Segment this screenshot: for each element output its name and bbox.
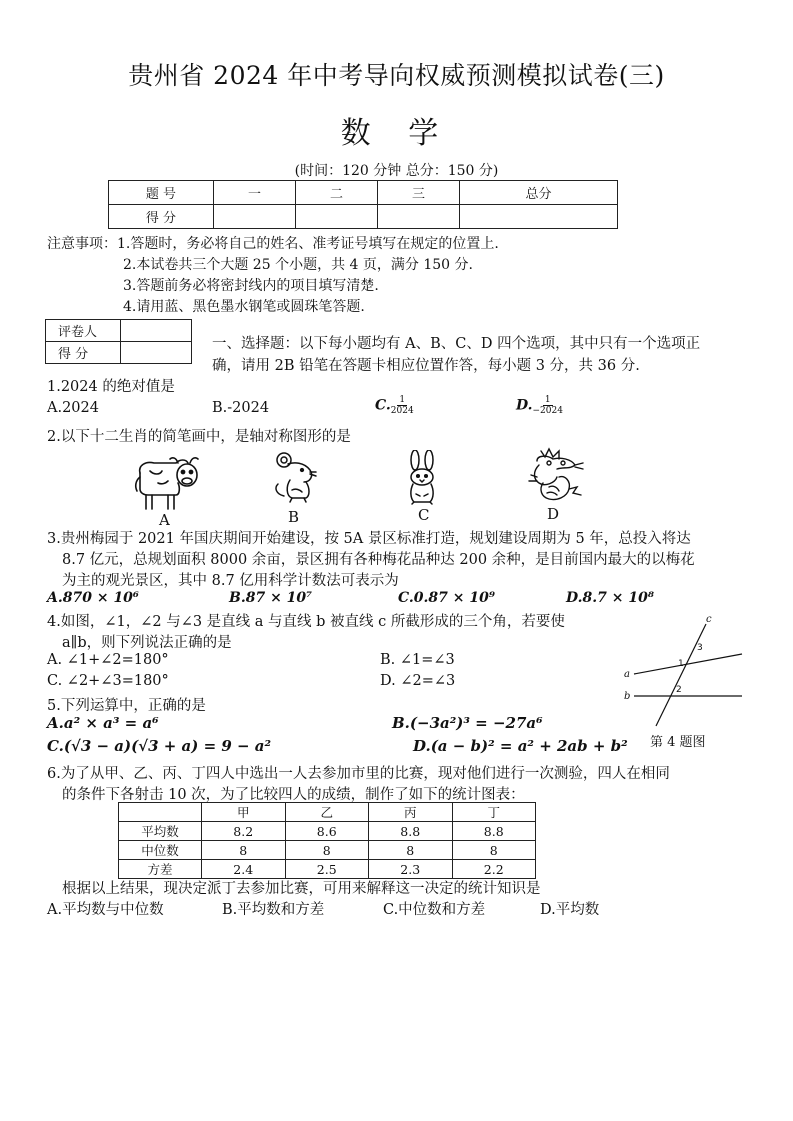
score-blank-cell[interactable] bbox=[459, 205, 617, 229]
section-one-line: 确，请用 2B 铅笔在答题卡相应位置作答，每小题 3 分，共 36 分. bbox=[212, 358, 640, 374]
reviewer-label: 评卷人 bbox=[46, 320, 121, 342]
q6-line: 根据以上结果，现决定派丁去参加比赛，可用来解释这一决定的统计知识是 bbox=[62, 881, 541, 897]
score-table-header-row bbox=[109, 181, 618, 205]
score-header-cell: 三 bbox=[377, 181, 459, 205]
score-header-cell: 题 号 bbox=[109, 181, 214, 205]
table-header-cell: 丁 bbox=[452, 803, 536, 822]
table-cell: 8.2 bbox=[202, 822, 286, 841]
q1-option-d-fraction bbox=[533, 395, 563, 416]
dragon-icon[interactable] bbox=[527, 447, 587, 505]
fraction-denominator: 2024 bbox=[390, 406, 414, 416]
angle-label-3: 3 bbox=[697, 643, 703, 653]
table-row bbox=[119, 803, 536, 822]
notes-block bbox=[47, 234, 499, 318]
q3-line: 8.7 亿元，总规划面积 8000 余亩，景区拥有各种梅花品种达 200 余种，是目前国内最大的以梅花 bbox=[62, 552, 695, 568]
q3-option-b[interactable]: B.87 × 10⁷ bbox=[229, 590, 313, 606]
table-cell: 2.3 bbox=[369, 860, 453, 879]
q5-stem: 5.下列运算中，正确的是 bbox=[47, 698, 206, 714]
exam-title: 贵州省 2024 年中考导向权威预测模拟试卷(三) bbox=[128, 61, 665, 90]
q1-option-b[interactable]: B.-2024 bbox=[212, 400, 270, 416]
table-cell: 方差 bbox=[119, 860, 202, 879]
q4-line: 4.如图，∠1，∠2 与∠3 是直线 a 与直线 b 被直线 c 所截形成的三个角，若要使 bbox=[47, 614, 565, 630]
table-cell: 8 bbox=[452, 841, 536, 860]
fraction-numerator: 1 bbox=[544, 395, 551, 405]
q6-stat-table bbox=[118, 802, 536, 879]
q6-option-a[interactable]: A.平均数与中位数 bbox=[47, 902, 164, 918]
notes-item: 2.本试卷共三个大题 25 个小题，共 4 页，满分 150 分. bbox=[123, 257, 473, 273]
notes-item: 4.请用蓝、黑色墨水钢笔或圆珠笔答题. bbox=[123, 299, 365, 315]
line-a bbox=[634, 654, 742, 674]
score-blank-cell[interactable] bbox=[377, 205, 459, 229]
score-header-cell: 二 bbox=[295, 181, 377, 205]
label-c: c bbox=[706, 614, 712, 625]
table-row bbox=[119, 860, 536, 879]
score-header-cell: 总分 bbox=[459, 181, 617, 205]
q6-option-b[interactable]: B.平均数和方差 bbox=[222, 902, 325, 918]
table-cell: 8.8 bbox=[369, 822, 453, 841]
q2-label-a: A bbox=[159, 511, 170, 529]
q3-line: 为主的观光景区，其中 8.7 亿用科学计数法可表示为 bbox=[62, 573, 399, 589]
q5-option-b[interactable]: B.(−3a²)³ = −27a⁶ bbox=[392, 714, 543, 732]
q1-option-d[interactable] bbox=[516, 395, 563, 416]
angle-label-1: 1 bbox=[678, 659, 684, 669]
reviewer-score-label: 得 分 bbox=[46, 342, 121, 364]
subject-title: 数 学 bbox=[340, 116, 453, 151]
table-cell: 8 bbox=[369, 841, 453, 860]
table-cell: 8 bbox=[285, 841, 369, 860]
table-header-cell bbox=[119, 803, 202, 822]
notes-item: 1.答题时，务必将自己的姓名、准考证号填写在规定的位置上. bbox=[117, 236, 499, 252]
q6-option-d[interactable]: D.平均数 bbox=[540, 902, 600, 918]
q3-line: 3.贵州梅园于 2021 年国庆期间开始建设，按 5A 景区标准打造，规划建设周期为 5 年，总投入将达 bbox=[47, 531, 691, 547]
score-table-score-row bbox=[109, 205, 618, 229]
q4-option-b[interactable]: B. ∠1=∠3 bbox=[380, 652, 455, 668]
q3-option-a[interactable]: A.870 × 10⁶ bbox=[47, 590, 140, 606]
score-blank-cell[interactable] bbox=[214, 205, 296, 229]
notes-lead: 注意事项： bbox=[47, 236, 117, 252]
table-header-cell: 甲 bbox=[202, 803, 286, 822]
table-cell: 2.4 bbox=[202, 860, 286, 879]
score-header-cell: 一 bbox=[214, 181, 296, 205]
notes-item: 3.答题前务必将密封线内的项目填写清楚. bbox=[123, 278, 379, 294]
q6-line: 的条件下各射击 10 次，为了比较四人的成绩，制作了如下的统计图表： bbox=[62, 787, 525, 803]
score-blank-cell[interactable] bbox=[295, 205, 377, 229]
q1-option-d-prefix: D. bbox=[516, 397, 533, 414]
table-cell: 2.5 bbox=[285, 860, 369, 879]
reviewer-blank[interactable] bbox=[121, 320, 192, 342]
q1-option-a[interactable]: A.2024 bbox=[47, 400, 99, 416]
table-cell: 平均数 bbox=[119, 822, 202, 841]
table-cell: 2.2 bbox=[452, 860, 536, 879]
q2-label-b: B bbox=[288, 508, 300, 526]
q2-label-d: D bbox=[547, 505, 560, 523]
section-one-header bbox=[212, 333, 752, 377]
q4-line: a∥b，则下列说法正确的是 bbox=[62, 635, 232, 651]
section-one-line: 一、选择题：以下每小题均有 A、B、C、D 四个选项，其中只有一个选项正 bbox=[212, 336, 701, 352]
q5-option-c[interactable]: C.(√3 − a)(√3 + a) = 9 − a² bbox=[47, 737, 272, 755]
label-a: a bbox=[624, 669, 630, 680]
reviewer-box bbox=[45, 319, 192, 364]
table-cell: 8.6 bbox=[285, 822, 369, 841]
q1-option-c[interactable] bbox=[375, 395, 414, 416]
label-b: b bbox=[624, 691, 631, 702]
q4-option-d[interactable]: D. ∠2=∠3 bbox=[380, 673, 456, 689]
q4-option-c[interactable]: C. ∠2+∠3=180° bbox=[47, 673, 169, 689]
time-info: (时间：120 分钟 总分：150 分) bbox=[294, 163, 499, 179]
q1-stem: 1.2024 的绝对值是 bbox=[47, 379, 175, 395]
q1-option-c-prefix: C. bbox=[375, 397, 391, 414]
q4-figure bbox=[620, 610, 750, 730]
line-c bbox=[656, 624, 706, 726]
angle-label-2: 2 bbox=[676, 685, 682, 695]
q5-option-a[interactable]: A.a² × a³ = a⁶ bbox=[47, 714, 159, 732]
fraction-denominator: −2024 bbox=[532, 406, 563, 416]
ox-icon[interactable] bbox=[132, 455, 202, 511]
table-cell: 8 bbox=[202, 841, 286, 860]
q5-option-d[interactable]: D.(a − b)² = a² + 2ab + b² bbox=[413, 737, 628, 755]
score-row-label: 得 分 bbox=[109, 205, 214, 229]
rabbit-icon[interactable] bbox=[400, 450, 444, 506]
q2-stem: 2.以下十二生肖的简笔画中，是轴对称图形的是 bbox=[47, 429, 351, 445]
table-header-cell: 乙 bbox=[285, 803, 369, 822]
table-row bbox=[119, 841, 536, 860]
table-cell: 8.8 bbox=[452, 822, 536, 841]
q1-option-c-fraction bbox=[391, 395, 414, 416]
q4-option-a[interactable]: A. ∠1+∠2=180° bbox=[47, 652, 169, 668]
table-header-cell: 丙 bbox=[369, 803, 453, 822]
q3-option-d[interactable]: D.8.7 × 10⁸ bbox=[566, 590, 654, 606]
table-row bbox=[119, 822, 536, 841]
q6-option-c[interactable]: C.中位数和方差 bbox=[383, 902, 486, 918]
score-table bbox=[108, 180, 618, 229]
q6-line: 6.为了从甲、乙、丙、丁四人中选出一人去参加市里的比赛，现对他们进行一次测验，四人在相同 bbox=[47, 766, 670, 782]
q4-figure-caption: 第 4 题图 bbox=[650, 735, 706, 750]
q2-label-c: C bbox=[418, 506, 430, 524]
q3-option-c[interactable]: C.0.87 × 10⁹ bbox=[398, 590, 495, 606]
reviewer-score-blank[interactable] bbox=[121, 342, 192, 364]
fraction-numerator: 1 bbox=[399, 395, 406, 405]
table-cell: 中位数 bbox=[119, 841, 202, 860]
rat-icon[interactable] bbox=[270, 450, 320, 506]
